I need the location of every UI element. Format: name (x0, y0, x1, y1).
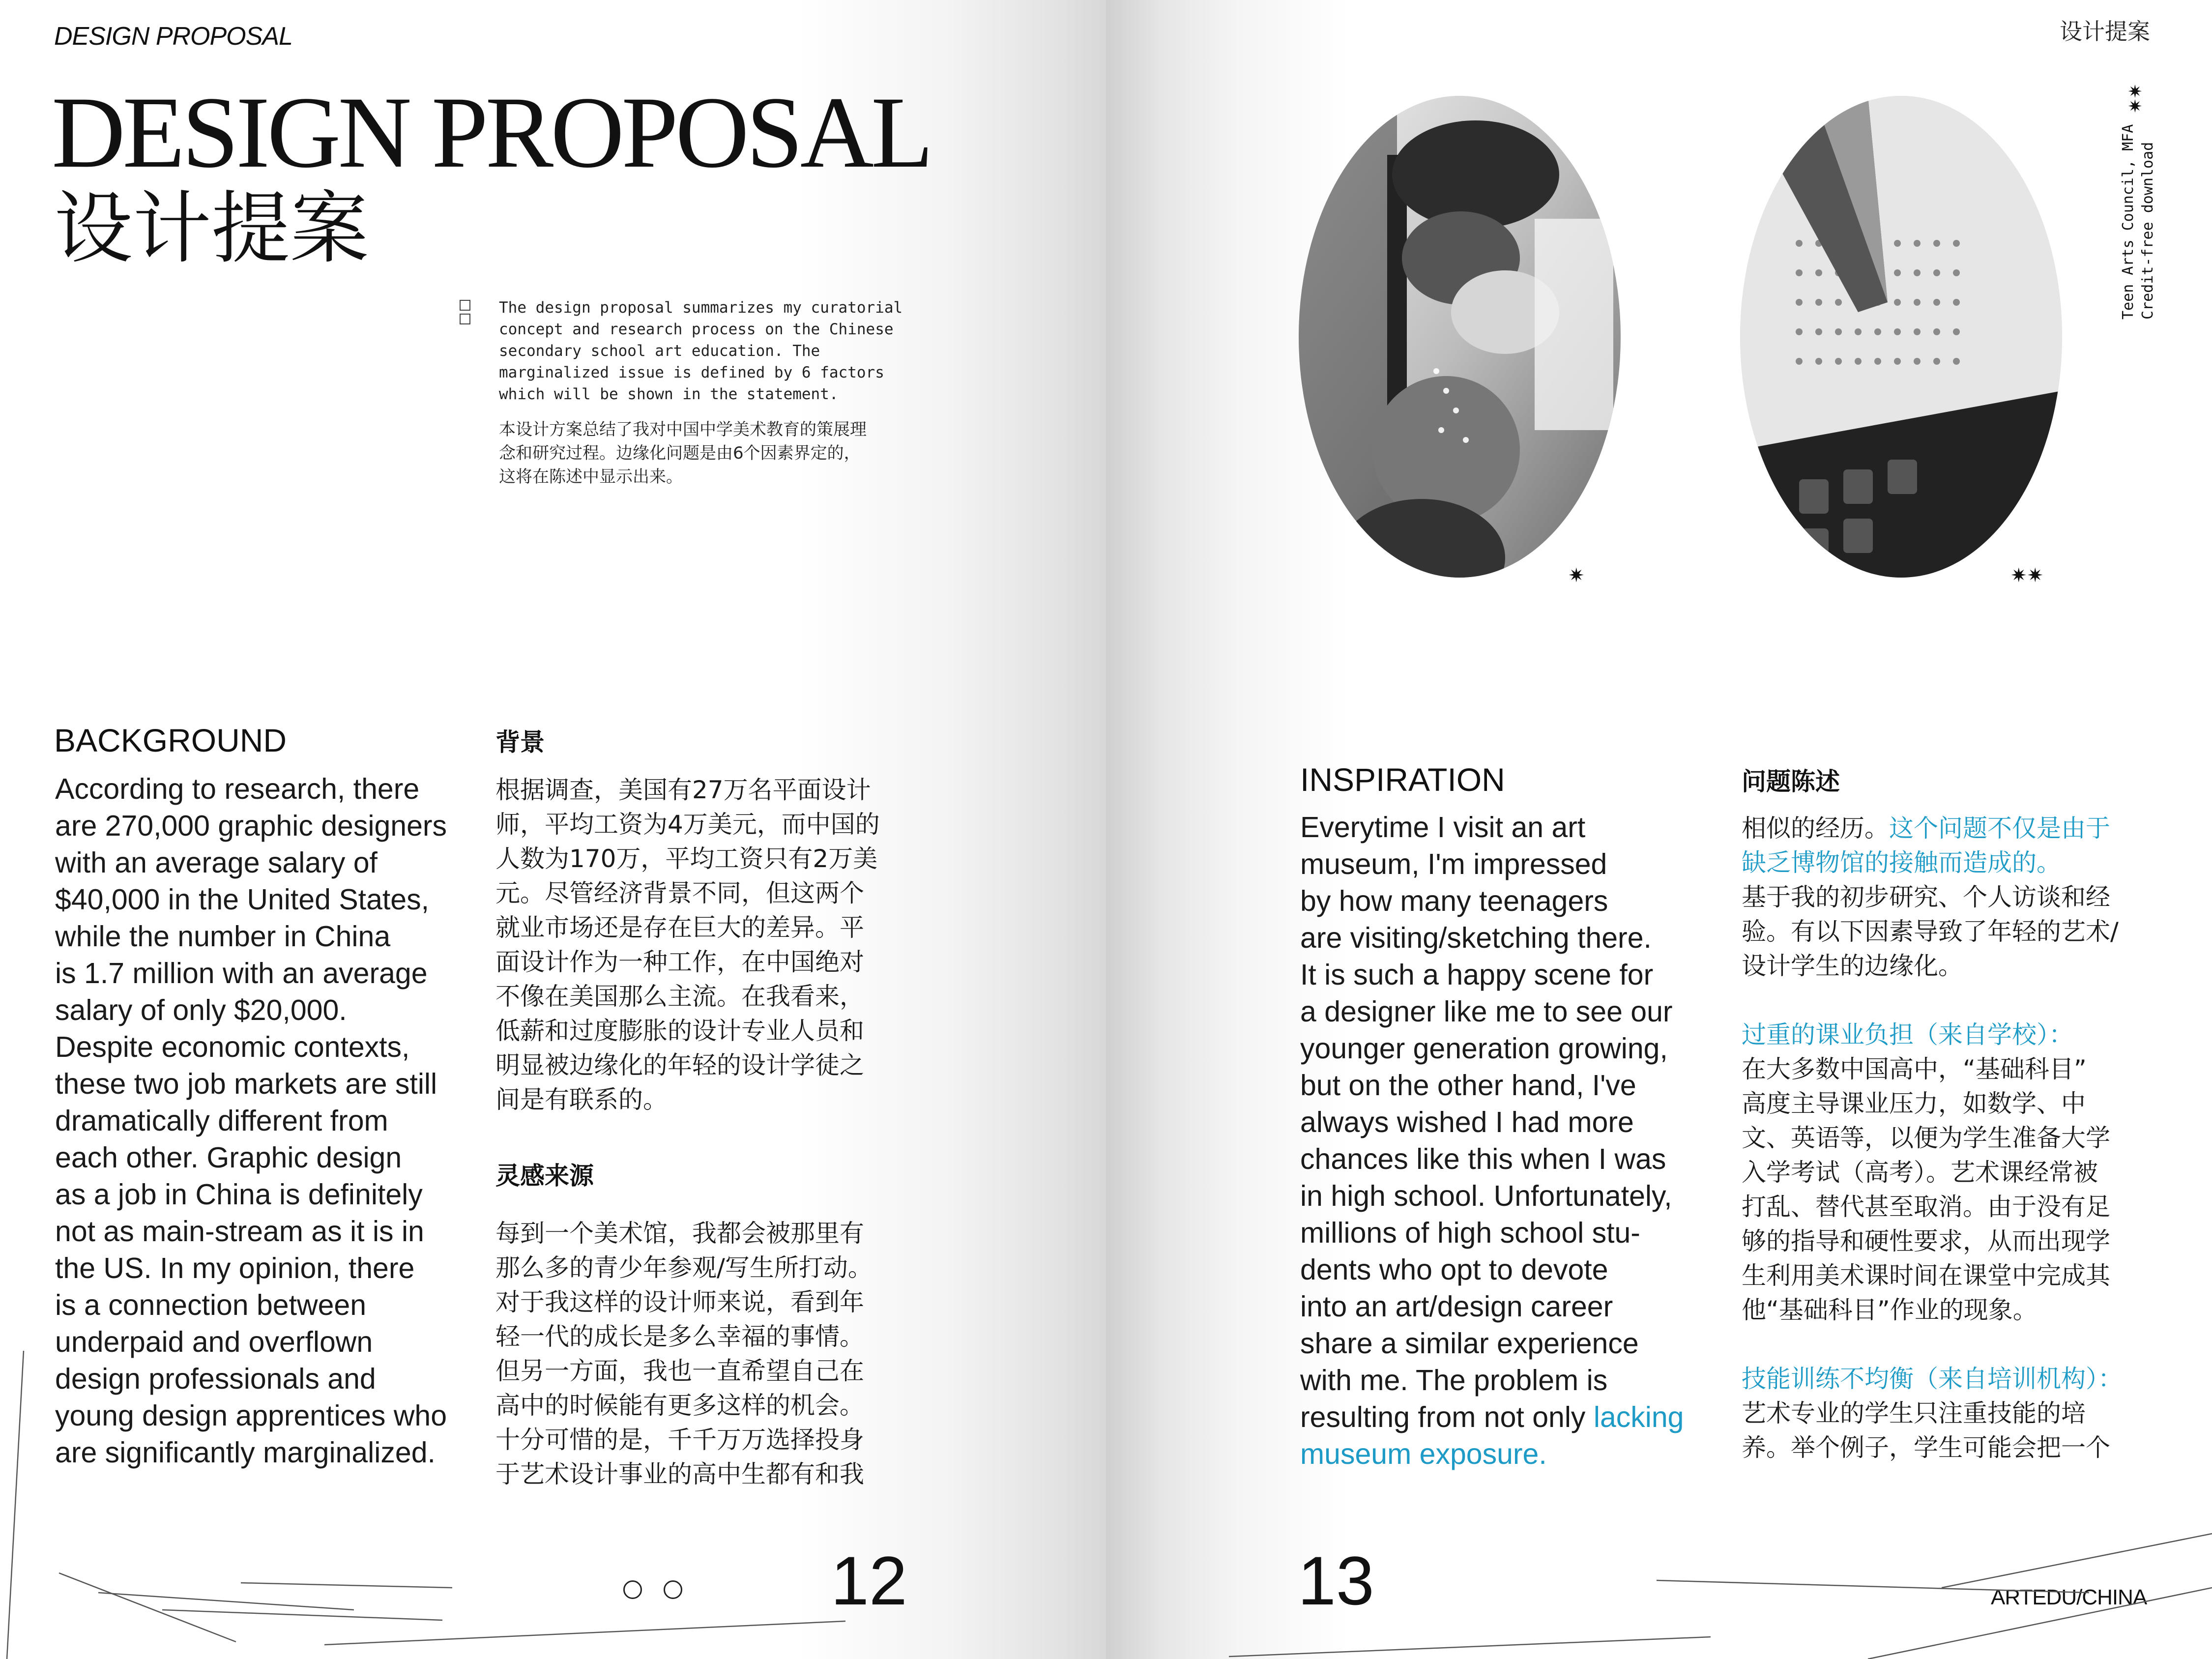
text-line: 对于我这样的设计师来说，看到年 (495, 1288, 864, 1316)
text-line: 在大多数中国高中，“基础科目” (1742, 1055, 2087, 1083)
intro-line: The design proposal summarizes my curatorial (499, 299, 903, 317)
right-page (1106, 0, 2212, 1659)
running-head-left: DESIGN PROPOSAL (54, 22, 292, 51)
text-line: Everytime I visit an art (1300, 811, 1586, 844)
text-line: younger generation growing, (1300, 1032, 1668, 1065)
text-line: into an art/design career (1300, 1290, 1613, 1323)
paragraph-gap (1742, 983, 2174, 1018)
highlight-text: lacking (1593, 1401, 1684, 1433)
factor-title: 过重的课业负担（来自学校）： (1742, 1020, 2073, 1049)
running-head-right: 设计提案 (2060, 18, 2150, 45)
text-line: 于艺术设计事业的高中生都有和我 (495, 1460, 864, 1488)
page-title-cn: 设计提案 (54, 182, 369, 274)
text-line: 人数为170万，平均工资只有2万美 (495, 844, 878, 873)
decorative-lines-right (1106, 1426, 2212, 1659)
inspiration-text (1300, 809, 1723, 1473)
footer-brand: ARTEDU/CHINA (1991, 1585, 2147, 1609)
text-line: but on the other hand, I've (1300, 1069, 1636, 1102)
text-line: with an average salary of (55, 846, 378, 879)
text-line: 每到一个美术馆，我都会被那里有 (495, 1219, 864, 1248)
text-line: with me. The problem is (1300, 1364, 1608, 1397)
page-number-left: 12 (831, 1542, 907, 1619)
text-line: not as main-stream as it is in (55, 1215, 424, 1248)
text-line: chances like this when I was (1300, 1143, 1666, 1175)
intro-en (499, 297, 941, 405)
text-line: 元。尽管经济背景不同，但这两个 (495, 879, 864, 907)
text-line: 高中的时候能有更多这样的机会。 (495, 1391, 864, 1420)
text-line: dents who opt to devote (1300, 1253, 1608, 1286)
intro-cn-line: 本设计方案总结了我对中国中学美术教育的策展理 (499, 420, 867, 439)
text-line: 那么多的青少年参观/写生所打动。 (495, 1253, 873, 1282)
text-line: 轻一代的成长是多么幸福的事情。 (495, 1322, 864, 1351)
square-mark (460, 314, 470, 324)
text-line: 生利用美术课时间在课堂中完成其 (1742, 1261, 2110, 1290)
text-line: Despite economic contexts, (55, 1031, 410, 1063)
text-line: the US. In my opinion, there (55, 1252, 415, 1284)
teens-sketching-photo (1299, 96, 1621, 578)
text-line: 入学考试（高考）。艺术课经常被 (1742, 1158, 2098, 1187)
page-title: DESIGN PROPOSAL (52, 76, 931, 189)
text-line: young design apprentices who (55, 1399, 447, 1432)
text-line: are significantly marginalized. (55, 1436, 436, 1469)
text-line: 但另一方面，我也一直希望自己在 (495, 1357, 864, 1385)
text-line: design professionals and (55, 1363, 376, 1395)
problem-heading-cn: 问题陈述 (1742, 767, 1840, 796)
text-line: 打乱、替代甚至取消。由于没有足 (1742, 1193, 2110, 1221)
text-line: $40,000 in the United States, (55, 883, 429, 916)
photo-star-icon: ✷ (1568, 564, 1585, 587)
text-line: as a job in China is definitely (55, 1178, 423, 1211)
square-mark (460, 300, 470, 311)
text-line: 间是有联系的。 (495, 1085, 668, 1114)
highlight-text: museum exposure. (1300, 1438, 1547, 1470)
text-line: is a connection between (55, 1289, 367, 1321)
text-line: is 1.7 million with an average (55, 957, 428, 990)
text-line: 文、英语等，以便为学生准备大学 (1742, 1124, 2110, 1152)
text-line: a designer like me to see our (1300, 995, 1673, 1028)
problem-text-cn (1742, 811, 2174, 1465)
inspiration-heading: INSPIRATION (1300, 761, 1505, 798)
text-line: 验。有以下因素导致了年轻的艺术/ (1742, 917, 2119, 946)
text-line: while the number in China (55, 920, 391, 953)
text-line: According to research, there (55, 773, 420, 805)
text-line: are visiting/sketching there. (1300, 922, 1652, 954)
factor-title: 技能训练不均衡（来自培训机构）： (1742, 1365, 2123, 1393)
intro-cn-line: 念和研究过程。边缘化问题是由6个因素界定的， (499, 443, 861, 463)
photo-credit (2119, 124, 2158, 320)
text-line: 高度主导课业压力，如数学、中 (1742, 1089, 2086, 1118)
text-span: resulting from not only (1300, 1401, 1586, 1433)
text-line: salary of only $20,000. (55, 994, 347, 1026)
text-line: are 270,000 graphic designers (55, 810, 447, 842)
text-line: It is such a happy scene for (1300, 959, 1654, 991)
credit-star-icon: ✷✷ (2125, 84, 2146, 114)
highlight-text: 缺乏博物馆的接触而造成的。 (1742, 848, 2061, 877)
text-line (1742, 811, 2174, 845)
text-line: millions of high school stu- (1300, 1217, 1640, 1249)
photo-teens-oval (1299, 96, 1621, 578)
decorative-lines-left (0, 1327, 1106, 1659)
text-span: 相似的经历。 (1742, 814, 1889, 843)
background-text-cn (495, 773, 938, 1117)
photo-star-icon: ✷✷ (2010, 564, 2044, 587)
text-line: 基于我的初步研究、个人访谈和经 (1742, 883, 2110, 911)
credit-line: Credit-free download (2139, 142, 2156, 320)
page-number-right: 13 (1298, 1542, 1374, 1619)
text-line: 设计学生的边缘化。 (1742, 952, 1963, 980)
text-line: museum, I'm impressed (1300, 848, 1607, 880)
text-line: by how many teenagers (1300, 885, 1608, 917)
inspiration-heading-cn: 灵感来源 (495, 1162, 594, 1190)
intro-cn (499, 418, 941, 489)
text-line: 养。举个例子，学生可能会把一个 (1742, 1433, 2110, 1462)
intro-line: secondary school art education. The (499, 342, 820, 360)
text-line: 十分可惜的是，千千万万选择投身 (495, 1426, 864, 1454)
text-line: always wished I had more (1300, 1106, 1634, 1138)
text-line: these two job markets are still (55, 1068, 437, 1100)
text-line: 低薪和过度膨胀的设计专业人员和 (495, 1017, 864, 1045)
text-line: 师，平均工资为4万美元，而中国的 (495, 810, 880, 839)
intro-line: concept and research process on the Chinese (499, 320, 894, 338)
highlight-text: 这个问题不仅是由于 (1889, 814, 2110, 843)
intro-cn-line: 这将在陈述中显示出来。 (499, 467, 683, 487)
photo-drawing-oval (1740, 96, 2062, 578)
text-line: 就业市场还是存在巨大的差异。平 (495, 913, 864, 942)
intro-line: which will be shown in the statement. (499, 385, 839, 403)
text-line: 根据调查，美国有27万名平面设计 (495, 776, 871, 804)
text-line: 明显被边缘化的年轻的设计学徒之 (495, 1051, 864, 1079)
intro-bullet-marks (460, 300, 470, 324)
text-line: 他“基础科目”作业的现象。 (1742, 1296, 2037, 1324)
background-heading-cn: 背景 (495, 728, 545, 757)
background-heading: BACKGROUND (54, 722, 287, 758)
text-line: 艺术专业的学生只注重技能的培 (1742, 1399, 2086, 1427)
hand-drawing-photo (1740, 96, 2062, 578)
text-line: in high school. Unfortunately, (1300, 1180, 1672, 1212)
text-line: dramatically different from (55, 1105, 388, 1137)
text-line: 够的指导和硬性要求，从而出现学 (1742, 1227, 2110, 1255)
paragraph-gap (1742, 1327, 2174, 1362)
text-line: share a similar experience (1300, 1327, 1639, 1360)
text-line: 面设计作为一种工作，在中国绝对 (495, 948, 864, 976)
text-line: each other. Graphic design (55, 1141, 402, 1174)
credit-line: Teen Arts Council, MFA (2120, 124, 2137, 320)
intro-line: marginalized issue is defined by 6 factors (499, 364, 884, 381)
text-line: underpaid and overflown (55, 1326, 373, 1358)
text-line: 不像在美国那么主流。在我看来， (495, 982, 864, 1011)
